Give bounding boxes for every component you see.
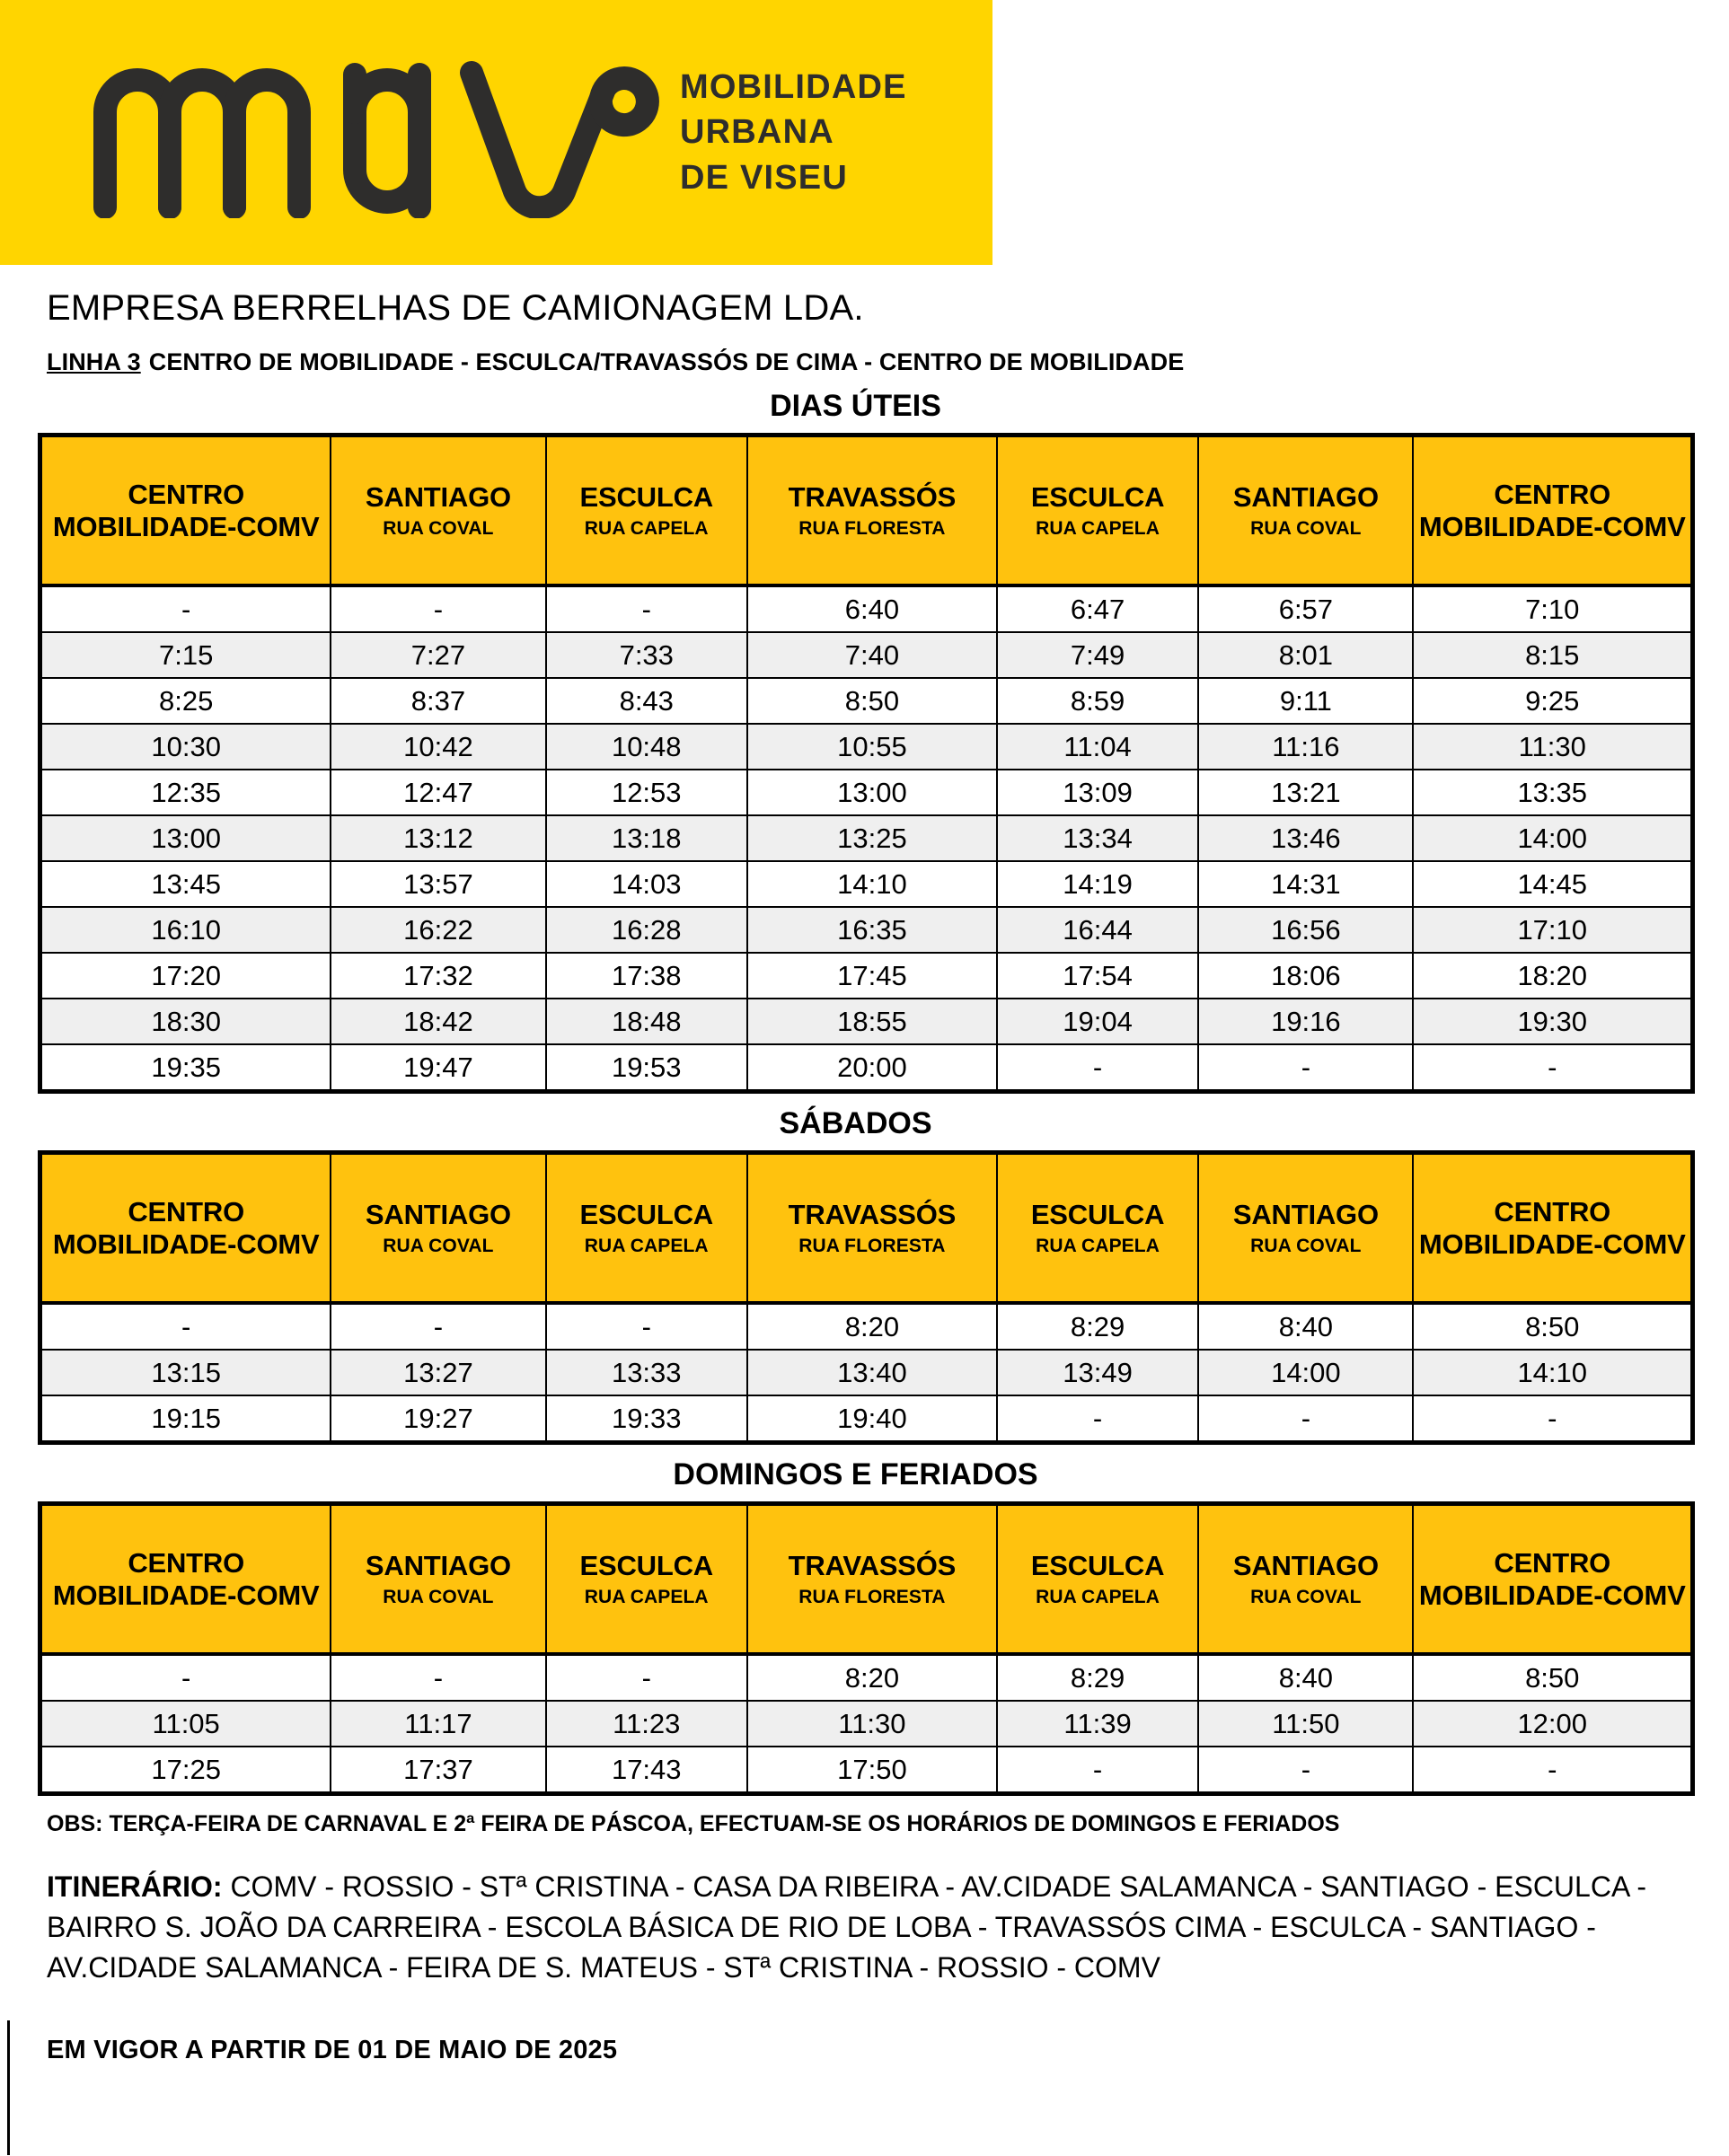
column-header-2: [546, 436, 747, 586]
stop-name: SANTIAGO: [1232, 481, 1379, 514]
departure-time-cell: 17:54: [997, 953, 1198, 999]
departure-time-cell: 19:35: [40, 1044, 331, 1092]
departure-time-cell: -: [331, 1654, 545, 1701]
departure-time-cell: 8:20: [747, 1654, 997, 1701]
departure-time-cell: 7:10: [1413, 585, 1692, 632]
departure-time-cell: 9:25: [1413, 678, 1692, 724]
column-header-3: [747, 1153, 997, 1304]
departure-time-cell: 17:20: [40, 953, 331, 999]
schedule-table: [38, 1150, 1695, 1445]
departure-time-cell: 17:38: [546, 953, 747, 999]
table-row: [40, 999, 1693, 1044]
departure-time-cell: 7:27: [331, 632, 545, 678]
table-row: [40, 632, 1693, 678]
departure-time-cell: 11:05: [40, 1701, 331, 1747]
table-row: [40, 1395, 1693, 1443]
departure-time-cell: 17:32: [331, 953, 545, 999]
section-title: DIAS ÚTEIS: [770, 389, 941, 423]
departure-time-cell: 16:56: [1198, 907, 1413, 953]
column-header-3: [747, 1504, 997, 1655]
departure-time-cell: -: [331, 1303, 545, 1350]
departure-time-cell: 10:55: [747, 724, 997, 770]
departure-time-cell: 8:50: [747, 678, 997, 724]
departure-time-cell: 13:25: [747, 815, 997, 861]
column-header-4: [997, 1504, 1198, 1655]
column-header-5: [1198, 1504, 1413, 1655]
stop-name: CENTRO MOBILIDADE-COMV: [52, 479, 320, 542]
table-row: [40, 861, 1693, 907]
departure-time-cell: 18:42: [331, 999, 545, 1044]
departure-time-cell: 9:11: [1198, 678, 1413, 724]
column-header-5: [1198, 436, 1413, 586]
table-row: [40, 724, 1693, 770]
departure-time-cell: -: [546, 585, 747, 632]
departure-time-cell: 8:20: [747, 1303, 997, 1350]
departure-time-cell: 17:43: [546, 1747, 747, 1794]
departure-time-cell: -: [1198, 1747, 1413, 1794]
stop-street: RUA CAPELA: [1036, 517, 1160, 539]
stop-name: ESCULCA: [579, 1199, 713, 1231]
departure-time-cell: -: [1413, 1395, 1692, 1443]
stop-name: CENTRO MOBILIDADE-COMV: [1418, 1196, 1686, 1260]
column-header-0: [40, 1504, 331, 1655]
departure-time-cell: 13:35: [1413, 770, 1692, 815]
table-row: [40, 1654, 1693, 1701]
departure-time-cell: 13:34: [997, 815, 1198, 861]
departure-time-cell: 13:46: [1198, 815, 1413, 861]
departure-time-cell: -: [546, 1654, 747, 1701]
column-header-6: [1413, 1153, 1692, 1304]
departure-time-cell: 13:12: [331, 815, 545, 861]
stop-name: CENTRO MOBILIDADE-COMV: [1418, 479, 1686, 542]
departure-time-cell: 14:00: [1413, 815, 1692, 861]
stop-name: CENTRO MOBILIDADE-COMV: [1418, 1547, 1686, 1611]
muv-logo-icon: [85, 48, 660, 218]
departure-time-cell: 13:00: [747, 770, 997, 815]
observation-note: OBS: TERÇA-FEIRA DE CARNAVAL E 2ª FEIRA DE PÁSCOA, EFECTUAM-SE OS HORÁRIOS DE DOMINGOS E FERIADOS: [47, 1811, 1340, 1836]
schedule-table-wrapper: [0, 433, 1729, 1094]
column-header-4: [997, 436, 1198, 586]
table-row: [40, 1747, 1693, 1794]
departure-time-cell: -: [1413, 1747, 1692, 1794]
table-header-row: [40, 436, 1693, 586]
line-number-label: LINHA 3: [47, 348, 141, 375]
departure-time-cell: 7:33: [546, 632, 747, 678]
departure-time-cell: 18:48: [546, 999, 747, 1044]
table-row: [40, 1044, 1693, 1092]
departure-time-cell: 12:47: [331, 770, 545, 815]
stop-street: RUA FLORESTA: [798, 1235, 946, 1256]
departure-time-cell: 10:30: [40, 724, 331, 770]
stop-name: SANTIAGO: [1232, 1550, 1379, 1582]
stop-name: SANTIAGO: [365, 1550, 511, 1582]
departure-time-cell: 12:00: [1413, 1701, 1692, 1747]
departure-time-cell: 11:39: [997, 1701, 1198, 1747]
table-row: [40, 678, 1693, 724]
departure-time-cell: 7:40: [747, 632, 997, 678]
table-row: [40, 1350, 1693, 1395]
stop-name: SANTIAGO: [365, 1199, 511, 1231]
column-header-6: [1413, 436, 1692, 586]
column-header-1: [331, 1153, 545, 1304]
itinerary-label: ITINERÁRIO:: [47, 1870, 223, 1903]
departure-time-cell: 19:53: [546, 1044, 747, 1092]
departure-time-cell: 10:42: [331, 724, 545, 770]
departure-time-cell: 17:45: [747, 953, 997, 999]
departure-time-cell: 14:03: [546, 861, 747, 907]
schedule-table: [38, 1501, 1695, 1796]
departure-time-cell: 17:10: [1413, 907, 1692, 953]
stop-name: TRAVASSÓS: [788, 1199, 957, 1231]
wordmark-line-3: DE VISEU: [680, 158, 848, 197]
departure-time-cell: 13:40: [747, 1350, 997, 1395]
departure-time-cell: 20:00: [747, 1044, 997, 1092]
departure-time-cell: 6:57: [1198, 585, 1413, 632]
departure-time-cell: 13:09: [997, 770, 1198, 815]
stop-street: RUA COVAL: [383, 1235, 494, 1256]
departure-time-cell: 13:57: [331, 861, 545, 907]
section-title: DOMINGOS E FERIADOS: [673, 1457, 1038, 1492]
departure-time-cell: 14:19: [997, 861, 1198, 907]
departure-time-cell: 12:53: [546, 770, 747, 815]
departure-time-cell: 11:50: [1198, 1701, 1413, 1747]
departure-time-cell: 8:43: [546, 678, 747, 724]
departure-time-cell: 13:21: [1198, 770, 1413, 815]
departure-time-cell: 19:15: [40, 1395, 331, 1443]
departure-time-cell: 17:37: [331, 1747, 545, 1794]
departure-time-cell: 13:18: [546, 815, 747, 861]
stop-name: CENTRO MOBILIDADE-COMV: [52, 1196, 320, 1260]
stop-street: RUA FLORESTA: [798, 517, 946, 539]
stop-name: ESCULCA: [1030, 1550, 1165, 1582]
departure-time-cell: 10:48: [546, 724, 747, 770]
departure-time-cell: 19:04: [997, 999, 1198, 1044]
departure-time-cell: 14:45: [1413, 861, 1692, 907]
departure-time-cell: -: [997, 1044, 1198, 1092]
schedule-table-wrapper: [0, 1501, 1729, 1796]
departure-time-cell: 14:10: [1413, 1350, 1692, 1395]
column-header-2: [546, 1504, 747, 1655]
column-header-1: [331, 436, 545, 586]
departure-time-cell: 11:16: [1198, 724, 1413, 770]
section-title: SÁBADOS: [779, 1106, 932, 1140]
departure-time-cell: 11:17: [331, 1701, 545, 1747]
departure-time-cell: -: [40, 585, 331, 632]
departure-time-cell: 8:15: [1413, 632, 1692, 678]
logo-banner: [0, 0, 992, 265]
column-header-0: [40, 436, 331, 586]
departure-time-cell: -: [331, 585, 545, 632]
departure-time-cell: -: [40, 1303, 331, 1350]
departure-time-cell: -: [1413, 1044, 1692, 1092]
departure-time-cell: 13:00: [40, 815, 331, 861]
line-description: CENTRO DE MOBILIDADE - ESCULCA/TRAVASSÓS DE CIMA - CENTRO DE MOBILIDADE: [148, 348, 1185, 375]
departure-time-cell: -: [1198, 1044, 1413, 1092]
departure-time-cell: -: [1198, 1395, 1413, 1443]
line-heading: [47, 348, 1729, 376]
logo-wordmark: [680, 65, 907, 199]
departure-time-cell: 7:15: [40, 632, 331, 678]
departure-time-cell: 16:44: [997, 907, 1198, 953]
departure-time-cell: 17:25: [40, 1747, 331, 1794]
departure-time-cell: 8:01: [1198, 632, 1413, 678]
departure-time-cell: 13:27: [331, 1350, 545, 1395]
departure-time-cell: -: [40, 1654, 331, 1701]
stop-name: SANTIAGO: [1232, 1199, 1379, 1231]
stop-name: ESCULCA: [1030, 1199, 1165, 1231]
departure-time-cell: 11:30: [1413, 724, 1692, 770]
departure-time-cell: 14:10: [747, 861, 997, 907]
departure-time-cell: 18:20: [1413, 953, 1692, 999]
table-row: [40, 953, 1693, 999]
stop-street: RUA CAPELA: [1036, 1586, 1160, 1607]
departure-time-cell: 16:35: [747, 907, 997, 953]
table-row: [40, 907, 1693, 953]
stop-name: CENTRO MOBILIDADE-COMV: [52, 1547, 320, 1611]
stop-street: RUA CAPELA: [584, 1235, 709, 1256]
column-header-3: [747, 436, 997, 586]
itinerary-text: COMV - ROSSIO - STª CRISTINA - CASA DA RIBEIRA - AV.CIDADE SALAMANCA - SANTIAGO - ESCULCA - BAIRRO S. JOÃO DA CARREIRA - ESCOLA BÁSICA DE RIO DE LOBA - TRAVASSÓS CIMA - ESCULCA - SANTIAGO - AV.CIDADE SALAMANCA - FEIRA DE S. MATEUS - STª CRISTINA - ROSSIO - COMV: [47, 1870, 1647, 1984]
departure-time-cell: 14:00: [1198, 1350, 1413, 1395]
stop-street: RUA COVAL: [383, 517, 494, 539]
column-header-1: [331, 1504, 545, 1655]
departure-time-cell: 13:45: [40, 861, 331, 907]
departure-time-cell: 13:49: [997, 1350, 1198, 1395]
column-header-5: [1198, 1153, 1413, 1304]
departure-time-cell: 18:06: [1198, 953, 1413, 999]
wordmark-line-1: MOBILIDADE: [680, 68, 907, 107]
table-row: [40, 1701, 1693, 1747]
departure-time-cell: 8:29: [997, 1303, 1198, 1350]
departure-time-cell: 18:55: [747, 999, 997, 1044]
departure-time-cell: 8:50: [1413, 1654, 1692, 1701]
departure-time-cell: 11:23: [546, 1701, 747, 1747]
stop-street: RUA COVAL: [1250, 1586, 1362, 1607]
departure-time-cell: 8:37: [331, 678, 545, 724]
departure-time-cell: 16:10: [40, 907, 331, 953]
departure-time-cell: -: [997, 1747, 1198, 1794]
departure-time-cell: 13:33: [546, 1350, 747, 1395]
wordmark-line-2: URBANA: [680, 113, 834, 152]
column-header-6: [1413, 1504, 1692, 1655]
column-header-4: [997, 1153, 1198, 1304]
departure-time-cell: 8:29: [997, 1654, 1198, 1701]
schedule-sections: [0, 389, 1729, 1796]
departure-time-cell: 11:30: [747, 1701, 997, 1747]
stop-street: RUA COVAL: [1250, 517, 1362, 539]
departure-time-cell: 19:47: [331, 1044, 545, 1092]
schedule-table-wrapper: [0, 1150, 1729, 1445]
stop-street: RUA COVAL: [1250, 1235, 1362, 1256]
stop-name: ESCULCA: [579, 1550, 713, 1582]
effective-date: EM VIGOR A PARTIR DE 01 DE MAIO DE 2025: [47, 2035, 618, 2064]
departure-time-cell: 11:04: [997, 724, 1198, 770]
stop-street: RUA FLORESTA: [798, 1586, 946, 1607]
table-header-row: [40, 1504, 1693, 1655]
departure-time-cell: 12:35: [40, 770, 331, 815]
itinerary-note: [47, 1867, 1654, 1989]
table-header-row: [40, 1153, 1693, 1304]
departure-time-cell: 19:33: [546, 1395, 747, 1443]
departure-time-cell: 16:22: [331, 907, 545, 953]
departure-time-cell: 19:30: [1413, 999, 1692, 1044]
departure-time-cell: 6:47: [997, 585, 1198, 632]
stop-street: RUA CAPELA: [1036, 1235, 1160, 1256]
table-row: [40, 815, 1693, 861]
column-header-0: [40, 1153, 331, 1304]
stop-street: RUA CAPELA: [584, 517, 709, 539]
departure-time-cell: -: [997, 1395, 1198, 1443]
departure-time-cell: 8:25: [40, 678, 331, 724]
stop-name: ESCULCA: [579, 481, 713, 514]
page-edge-rule: [7, 2020, 10, 2155]
departure-time-cell: 17:50: [747, 1747, 997, 1794]
departure-time-cell: -: [546, 1303, 747, 1350]
departure-time-cell: 8:40: [1198, 1303, 1413, 1350]
schedule-table: [38, 433, 1695, 1094]
departure-time-cell: 19:16: [1198, 999, 1413, 1044]
stop-name: SANTIAGO: [365, 481, 511, 514]
table-row: [40, 770, 1693, 815]
departure-time-cell: 18:30: [40, 999, 331, 1044]
stop-street: RUA CAPELA: [584, 1586, 709, 1607]
stop-name: ESCULCA: [1030, 481, 1165, 514]
departure-time-cell: 8:50: [1413, 1303, 1692, 1350]
stop-street: RUA COVAL: [383, 1586, 494, 1607]
departure-time-cell: 8:40: [1198, 1654, 1413, 1701]
company-name: EMPRESA BERRELHAS DE CAMIONAGEM LDA.: [47, 288, 864, 328]
departure-time-cell: 14:31: [1198, 861, 1413, 907]
column-header-2: [546, 1153, 747, 1304]
table-row: [40, 1303, 1693, 1350]
departure-time-cell: 8:59: [997, 678, 1198, 724]
departure-time-cell: 19:40: [747, 1395, 997, 1443]
stop-name: TRAVASSÓS: [788, 481, 957, 514]
table-row: [40, 585, 1693, 632]
departure-time-cell: 6:40: [747, 585, 997, 632]
departure-time-cell: 7:49: [997, 632, 1198, 678]
departure-time-cell: 13:15: [40, 1350, 331, 1395]
stop-name: TRAVASSÓS: [788, 1550, 957, 1582]
departure-time-cell: 19:27: [331, 1395, 545, 1443]
departure-time-cell: 16:28: [546, 907, 747, 953]
